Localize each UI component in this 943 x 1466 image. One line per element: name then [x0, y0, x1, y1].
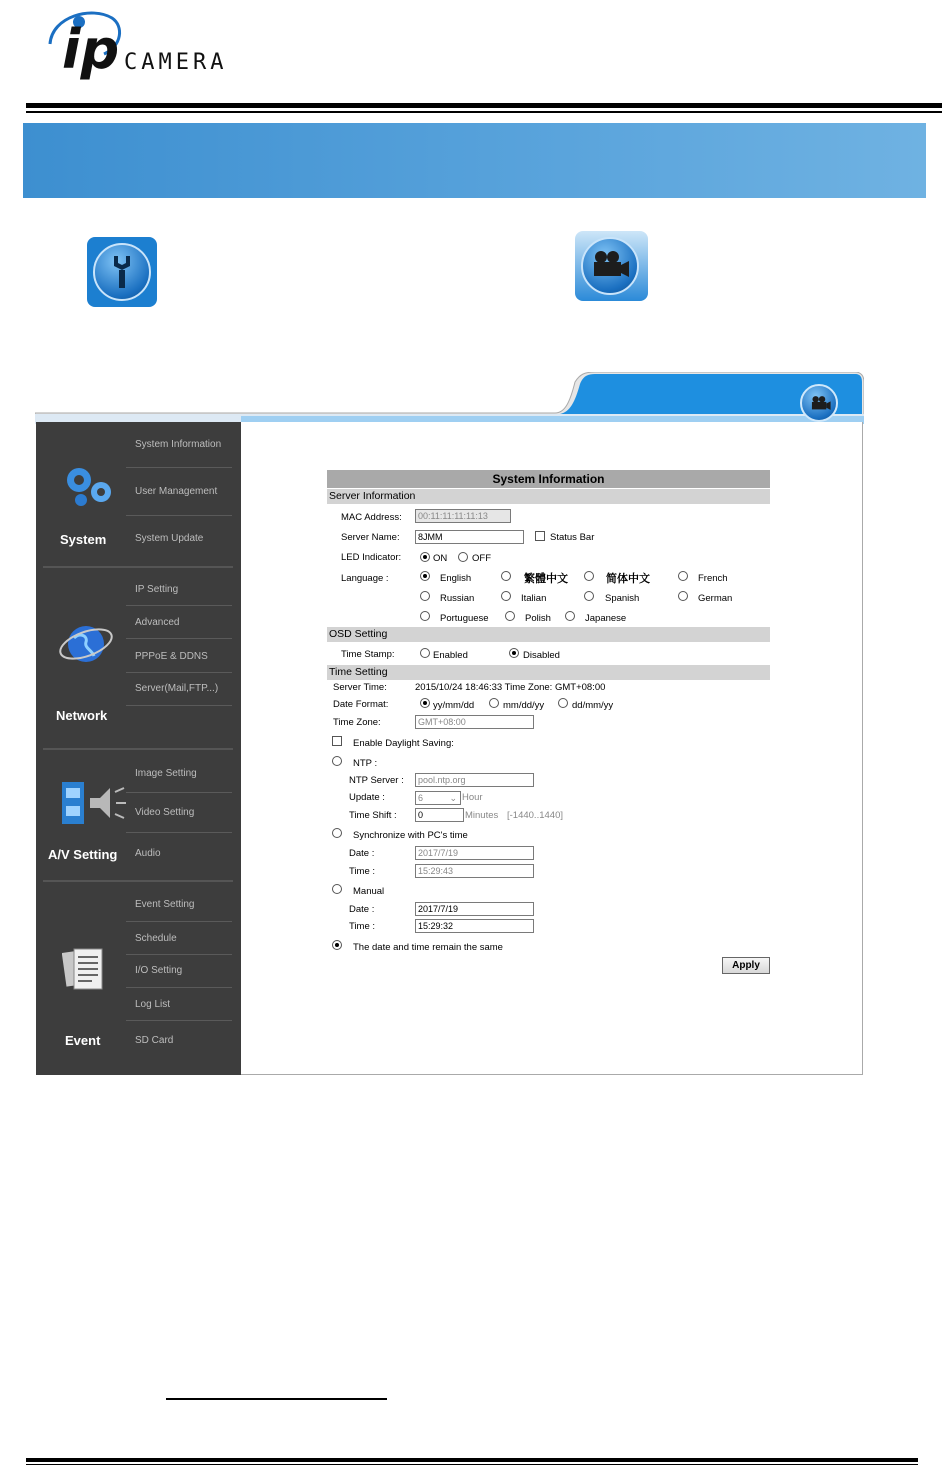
led-indicator-label: LED Indicator: — [341, 552, 402, 563]
sidebar-item-server[interactable]: Server(Mail,FTP...) — [135, 683, 219, 694]
gears-icon — [61, 464, 117, 508]
mac-address-label: MAC Address: — [341, 512, 402, 523]
logo-camera-text: CAMERA — [124, 50, 228, 75]
sidebar-group-system[interactable]: System — [60, 532, 107, 547]
globe-icon — [58, 620, 114, 668]
date-format-ddmmyy-radio[interactable] — [558, 698, 568, 708]
sync-date-label: Date : — [349, 848, 375, 859]
language-russian-radio[interactable] — [420, 591, 430, 601]
led-off-label: OFF — [472, 553, 491, 564]
language-portuguese-label: Portuguese — [440, 613, 489, 624]
menu-divider — [126, 672, 232, 673]
sidebar-item-schedule[interactable]: Schedule — [135, 933, 177, 944]
menu-divider — [126, 954, 232, 955]
camera-home-icon[interactable] — [800, 384, 838, 422]
language-french-label: French — [698, 573, 728, 584]
language-italian-label: Italian — [521, 593, 547, 604]
sync-time-label: Time : — [349, 866, 376, 877]
menu-divider — [126, 1020, 232, 1021]
update-label: Update : — [349, 792, 385, 803]
av-film-speaker-icon — [60, 778, 130, 828]
sync-pc-radio[interactable] — [332, 828, 342, 838]
date-format-yymmdd-radio[interactable] — [420, 698, 430, 708]
video-camera-icon — [575, 231, 648, 301]
language-german-label: German — [698, 593, 733, 604]
documents-icon — [62, 945, 106, 995]
menu-divider — [126, 921, 232, 922]
led-off-radio[interactable] — [458, 552, 468, 562]
manual-date-input[interactable]: 2017/7/19 — [415, 902, 534, 916]
date-format-mmddyy-label: mm/dd/yy — [503, 700, 545, 711]
time-shift-label: Time Shift : — [349, 810, 397, 821]
sidebar-item-video-setting[interactable]: Video Setting — [135, 807, 195, 818]
header-rule-thin — [26, 111, 942, 113]
ip-camera-logo — [42, 6, 302, 96]
language-japanese-label: Japanese — [585, 613, 627, 624]
sidebar-item-user-management[interactable]: User Management — [135, 486, 218, 497]
logo-graphic — [42, 6, 302, 96]
group-divider — [43, 566, 233, 568]
sidebar-item-audio[interactable]: Audio — [135, 848, 161, 859]
osd-setting-header: OSD Setting — [327, 627, 770, 642]
server-name-label: Server Name: — [341, 532, 400, 543]
time-stamp-label: Time Stamp: — [341, 649, 395, 660]
sidebar — [36, 422, 241, 1075]
time-zone-label: Time Zone: — [333, 717, 381, 728]
sidebar-item-system-update[interactable]: System Update — [135, 533, 204, 544]
time-setting-header: Time Setting — [327, 665, 770, 680]
ntp-label: NTP : — [353, 758, 378, 769]
update-unit: Hour — [462, 792, 483, 803]
sidebar-item-image-setting[interactable]: Image Setting — [135, 768, 197, 779]
menu-divider — [126, 987, 232, 988]
time-stamp-enabled-label: Enabled — [433, 650, 468, 661]
daylight-saving-label: Enable Daylight Saving: — [353, 738, 454, 749]
sidebar-group-event[interactable]: Event — [65, 1033, 101, 1048]
ntp-server-input[interactable]: pool.ntp.org — [415, 773, 534, 787]
language-portuguese-radio[interactable] — [420, 611, 430, 621]
content-panel — [241, 422, 863, 1075]
footnote-rule — [166, 1398, 387, 1400]
sync-time-field: 15:29:43 — [415, 864, 534, 878]
remain-same-radio[interactable] — [332, 940, 342, 950]
server-name-input[interactable]: 8JMM — [415, 530, 524, 544]
status-bar-label: Status Bar — [550, 532, 595, 543]
time-stamp-disabled-radio[interactable] — [509, 648, 519, 658]
language-polish-label: Polish — [525, 613, 551, 624]
time-zone-field[interactable]: GMT+08:00 — [415, 715, 534, 729]
sync-date-field: 2017/7/19 — [415, 846, 534, 860]
time-shift-range: [-1440..1440] — [507, 810, 563, 821]
time-shift-input[interactable]: 0 — [415, 808, 464, 822]
language-japanese-radio[interactable] — [565, 611, 575, 621]
sidebar-item-io-setting[interactable]: I/O Setting — [135, 965, 183, 976]
section-banner — [23, 123, 926, 198]
menu-divider — [126, 515, 232, 516]
ntp-server-label: NTP Server : — [349, 775, 404, 786]
sidebar-group-network[interactable]: Network — [56, 708, 108, 723]
date-format-mmddyy-radio[interactable] — [489, 698, 499, 708]
menu-divider — [126, 705, 232, 706]
sidebar-item-system-information[interactable]: System Information — [135, 439, 222, 450]
language-french-radio[interactable] — [678, 571, 688, 581]
language-simplified-chinese-label: 简体中文 — [606, 573, 650, 585]
date-format-label: Date Format: — [333, 699, 389, 710]
language-russian-label: Russian — [440, 593, 475, 604]
footer-rule-thick — [26, 1458, 918, 1462]
footer-rule-thin — [26, 1464, 918, 1465]
sidebar-item-sd-card[interactable]: SD Card — [135, 1035, 174, 1046]
language-english-radio[interactable] — [420, 571, 430, 581]
language-simplified-chinese-radio[interactable] — [584, 571, 594, 581]
server-time-value: 2015/10/24 18:46:33 Time Zone: GMT+08:00 — [415, 682, 606, 693]
apply-button[interactable]: Apply — [722, 957, 770, 974]
server-information-header: Server Information — [327, 489, 770, 504]
sidebar-item-ip-setting[interactable]: IP Setting — [135, 584, 179, 595]
language-german-radio[interactable] — [678, 591, 688, 601]
time-stamp-disabled-label: Disabled — [523, 650, 560, 661]
language-english-label: English — [440, 573, 472, 584]
led-on-radio[interactable] — [420, 552, 430, 562]
app-top-bar — [35, 372, 864, 424]
language-traditional-chinese-radio[interactable] — [501, 571, 511, 581]
menu-divider — [126, 467, 232, 468]
sidebar-group-av-setting[interactable]: A/V Setting — [48, 847, 118, 862]
language-italian-radio[interactable] — [501, 591, 511, 601]
update-select[interactable] — [415, 791, 461, 805]
language-polish-radio[interactable] — [505, 611, 515, 621]
language-spanish-label: Spanish — [605, 593, 640, 604]
language-traditional-chinese-label: 繁體中文 — [524, 573, 568, 585]
menu-divider — [126, 832, 232, 833]
date-format-ddmmyy-label: dd/mm/yy — [572, 700, 614, 711]
menu-divider — [126, 605, 232, 606]
group-divider — [43, 880, 233, 882]
sidebar-item-advanced[interactable]: Advanced — [135, 617, 180, 628]
form-title: System Information — [327, 470, 770, 488]
settings-wrench-icon — [87, 237, 157, 307]
update-select-value: 6 — [418, 793, 424, 803]
sync-pc-label: Synchronize with PC's time — [353, 830, 468, 841]
menu-divider — [126, 638, 232, 639]
logo-ip-text: ip — [62, 18, 120, 81]
menu-divider — [126, 792, 232, 793]
manual-time-label: Time : — [349, 921, 376, 932]
language-label: Language : — [341, 573, 389, 584]
language-spanish-radio[interactable] — [584, 591, 594, 601]
sidebar-item-log-list[interactable]: Log List — [135, 999, 171, 1010]
chevron-down-icon: ⌄ — [449, 793, 457, 803]
manual-radio[interactable] — [332, 884, 342, 894]
time-stamp-enabled-radio[interactable] — [420, 648, 430, 658]
daylight-saving-checkbox[interactable] — [332, 736, 342, 746]
manual-time-input[interactable]: 15:29:32 — [415, 919, 534, 933]
manual-label: Manual — [353, 886, 385, 897]
ntp-radio[interactable] — [332, 756, 342, 766]
led-on-label: ON — [433, 553, 448, 564]
manual-date-label: Date : — [349, 904, 375, 915]
time-shift-unit: Minutes — [465, 810, 499, 821]
web-ui-screenshot — [35, 372, 864, 1075]
group-divider — [43, 748, 233, 750]
sidebar-item-event-setting[interactable]: Event Setting — [135, 899, 195, 910]
header-rule-thick — [26, 103, 942, 108]
sidebar-item-pppoe-ddns[interactable]: PPPoE & DDNS — [135, 651, 208, 662]
status-bar-checkbox[interactable] — [535, 531, 545, 541]
mac-address-field: 00:11:11:11:11:13 — [415, 509, 511, 523]
date-format-yymmdd-label: yy/mm/dd — [433, 700, 475, 711]
remain-same-label: The date and time remain the same — [353, 942, 503, 953]
server-time-label: Server Time: — [333, 682, 387, 693]
